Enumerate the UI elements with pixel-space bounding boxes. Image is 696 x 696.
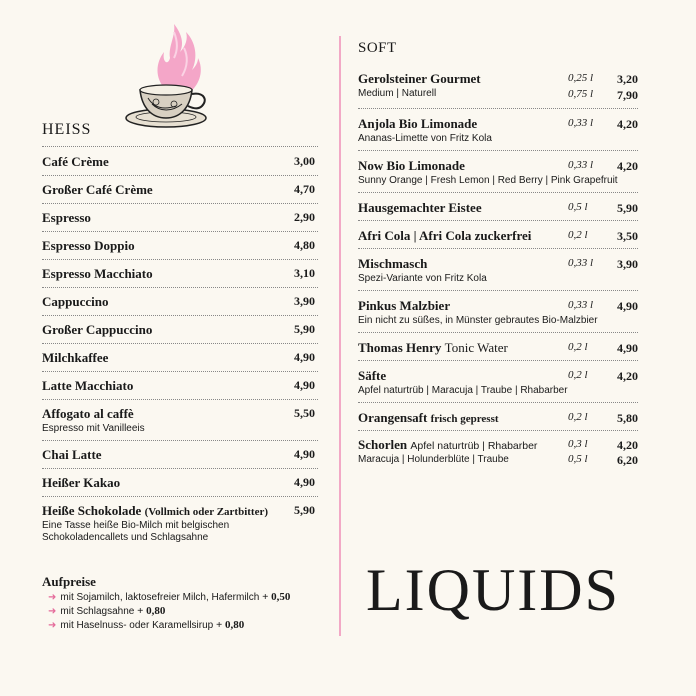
item-description: Sunny Orange | Fresh Lemon | Red Berry | Pink Grapefruit [358,175,618,186]
divider-line [42,175,318,176]
item-volume: 0,33 l [568,117,594,129]
divider-line [42,468,318,469]
item-name-main: Heiße Schokolade [42,503,142,518]
surcharge-text: mit Sojamilch, laktosefreier Milch, Hafermilch [60,592,260,603]
item-name: Now Bio Limonade [358,158,465,173]
item-name: Espresso Doppio [42,238,135,253]
item-price: 4,20 [617,159,638,173]
item-price: 4,20 [617,369,638,383]
menu-item [42,238,318,254]
item-name: Anjola Bio Limonade [358,116,478,131]
item-name: Säfte [358,368,387,383]
item-price: 3,90 [617,257,638,271]
pink-divider [339,36,341,636]
divider-line [358,150,638,151]
menu-item [358,368,638,396]
menu-item [358,298,638,326]
arrow-right-icon: ➜ [48,606,57,617]
item-volume: 0,2 l [568,341,588,353]
menu-item [42,475,318,491]
surcharge-item [48,619,244,631]
item-name: Latte Macchiato [42,378,134,393]
item-price: 4,90 [617,341,638,355]
item-name-main: Schorlen [358,437,408,452]
arrow-right-icon: ➜ [48,620,57,631]
item-price: 4,90 [294,350,315,364]
divider-line [42,371,318,372]
surcharge-item [48,591,290,603]
item-price: 6,20 [617,453,638,467]
item-name: Affogato al caffè [42,406,134,421]
menu-item [42,154,318,170]
menu-item [42,210,318,226]
item-name-extra: (Vollmich oder Zartbitter) [144,506,269,518]
item-volume: 0,2 l [568,229,588,241]
divider-line [358,402,638,403]
item-volume: 0,75 l [568,88,594,100]
item-volume: 0,2 l [568,369,588,381]
item-description: Espresso mit Vanilleeis [42,423,145,434]
item-volume: 0,33 l [568,299,594,311]
item-price: 4,80 [294,238,315,252]
item-description: Ananas-Limette von Fritz Kola [358,133,492,144]
surcharge-price: + 0,80 [137,605,166,617]
item-name-main: Orangensaft [358,410,428,425]
coffee-cup-flame-icon [118,18,228,138]
menu-item [358,340,638,356]
divider-line [42,315,318,316]
item-name-main: Thomas Henry [358,340,442,355]
menu-item [42,266,318,282]
divider-line [42,146,318,147]
item-name: Cappuccino [42,294,109,309]
menu-item [42,294,318,310]
surcharge-text: mit Haselnuss- oder Karamellsirup [60,620,214,631]
item-price: 4,20 [617,438,638,452]
item-name [42,503,318,519]
section-title-soft: SOFT [358,40,397,56]
divider-line [42,496,318,497]
menu-item [42,447,318,463]
item-price: 5,90 [617,201,638,215]
item-description: Apfel naturtrüb | Maracuja | Traube | Rhabarber [358,385,568,396]
item-price: 5,80 [617,411,638,425]
item-description: Eine Tasse heiße Bio-Milch mit belgischen [42,520,230,531]
item-price: 7,90 [617,88,638,102]
divider-line [42,440,318,441]
divider-line [42,231,318,232]
item-name: Großer Café Crème [42,182,153,197]
item-description: Ein nicht zu süßes, in Münster gebrautes Bio-Malzbier [358,315,598,326]
divider-line [42,259,318,260]
item-price: 5,50 [294,406,315,420]
item-price: 3,90 [294,294,315,308]
divider-line [358,108,638,109]
item-volume: 0,2 l [568,411,588,423]
item-name-extra: frisch gepresst [430,413,499,425]
menu-item [358,410,638,426]
item-volume: 0,33 l [568,257,594,269]
divider-line [42,343,318,344]
item-price: 5,90 [294,322,315,336]
item-price: 4,20 [617,117,638,131]
item-volume: 0,25 l [568,72,594,84]
item-price: 3,00 [294,154,315,168]
divider-line [358,248,638,249]
menu-item [358,116,638,144]
item-price: 2,90 [294,210,315,224]
section-title-heiss: HEISS [42,121,92,138]
item-name: Milchkaffee [42,350,109,365]
menu-item [42,322,318,338]
item-name: Chai Latte [42,447,102,462]
divider-line [358,332,638,333]
item-price: 4,90 [617,299,638,313]
menu-item [42,350,318,366]
item-price: 5,90 [294,503,315,517]
divider-line [42,399,318,400]
item-name: Espresso Macchiato [42,266,153,281]
menu-item [358,437,638,465]
item-volume: 0,33 l [568,159,594,171]
menu-item [358,228,638,244]
item-name: Gerolsteiner Gourmet [358,71,481,86]
item-name: Espresso [42,210,91,225]
item-price: 4,90 [294,447,315,461]
item-name: Großer Cappuccino [42,322,153,337]
menu-item [358,71,638,102]
item-description: Maracuja | Holunderblüte | Traube [358,454,509,465]
divider-line [358,360,638,361]
item-price: 3,10 [294,266,315,280]
menu-item [358,158,638,186]
item-name-extra: Apfel naturtrüb | Rhabarber [410,440,538,452]
menu-item [42,182,318,198]
item-description: Schokoladencallets und Schlagsahne [42,532,209,543]
surcharge-text: mit Schlagsahne [60,606,135,617]
item-description: Spezi-Variante von Fritz Kola [358,273,487,284]
item-volume: 0,3 l [568,438,588,450]
item-name: Mischmasch [358,256,428,271]
item-name: Café Crème [42,154,109,169]
item-price: 4,90 [294,378,315,392]
item-name-extra: Tonic Water [444,340,508,355]
item-price: 4,70 [294,182,315,196]
page-title: LIQUIDS [366,557,620,623]
item-price: 3,50 [617,229,638,243]
item-name [358,437,638,453]
divider-line [358,192,638,193]
item-description: Medium | Naturell [358,88,437,99]
divider-line [358,290,638,291]
divider-line [358,430,638,431]
menu-item [42,503,318,543]
arrow-right-icon: ➜ [48,592,57,603]
item-volume: 0,5 l [568,201,588,213]
item-name: Afri Cola | Afri Cola zuckerfrei [358,228,532,243]
item-volume: 0,5 l [568,453,588,465]
item-name: Pinkus Malzbier [358,298,451,313]
surcharge-price: + 0,80 [216,619,245,631]
surcharge-item [48,605,165,617]
item-name [358,410,638,426]
item-name: Heißer Kakao [42,475,121,490]
surcharge-price: + 0,50 [262,591,291,603]
item-name: Hausgemachter Eistee [358,200,482,215]
item-name [358,340,638,356]
item-price: 4,90 [294,475,315,489]
divider-line [42,287,318,288]
item-price: 3,20 [617,72,638,86]
divider-line [358,220,638,221]
menu-item [358,256,638,284]
menu-item [358,200,638,216]
divider-line [42,203,318,204]
menu-item [42,406,318,434]
surcharges-title: Aufpreise [42,574,96,589]
menu-item [42,378,318,394]
